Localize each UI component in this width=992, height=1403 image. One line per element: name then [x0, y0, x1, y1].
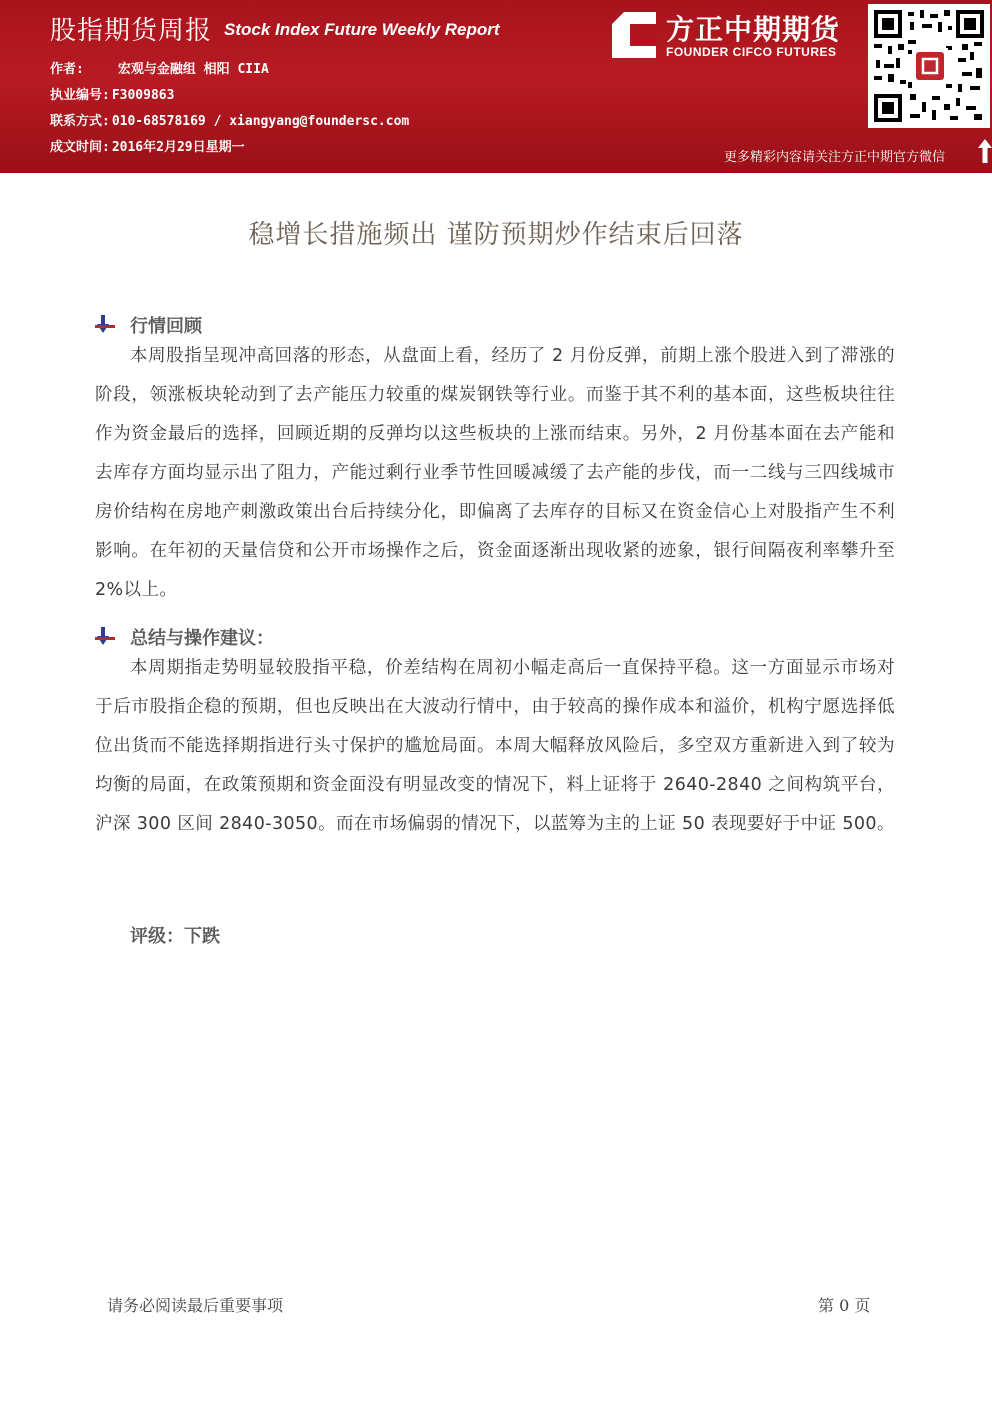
- rating-label: 评级：下跌: [130, 926, 220, 947]
- section-bullet-icon: [95, 627, 115, 645]
- logo-mark-icon: [610, 10, 658, 60]
- meta-author: [50, 58, 269, 78]
- meta-license: [50, 84, 174, 104]
- meta-label: 作者:: [50, 62, 84, 77]
- report-header-banner: [0, 0, 992, 173]
- arrow-up-icon: [978, 139, 992, 163]
- section-body-summary: 本周期指走势明显较股指平稳，价差结构在周初小幅走高后一直保持平稳。这一方面显示市场对于后市股指企稳的预期，但也反映出在大波动行情中，由于较高的操作成本和溢价，机构宁愿选择低位出货而不能选择期指进行头寸保护的尴尬局面。本周大幅释放风险后，多空双方重新进入到了较为均衡的局面，在政策预期和资金面没有明显改变的情况下，料上证将于 2640-2840 之间构筑平台，沪深 300 区间 2840-3050。而在市场偏弱的情况下，以蓝筹为主的上证 50 表现要好于中证 500。: [95, 658, 895, 834]
- meta-label: 联系方式:: [50, 114, 110, 129]
- report-title: 股指期货周报: [50, 16, 213, 46]
- meta-contact: [50, 110, 409, 130]
- meta-label: 成文时间:: [50, 140, 110, 155]
- meta-label: 执业编号:: [50, 88, 110, 103]
- section-body-market-review: 本周股指呈现冲高回落的形态，从盘面上看，经历了 2 月份反弹，前期上涨个股进入到了滞涨的阶段，领涨板块轮动到了去产能压力较重的煤炭钢铁等行业。而鉴于其不利的基本面，这些板块往往作为资金最后的选择，回顾近期的反弹均以这些板块的上涨而结束。另外，2 月份基本面在去产能和去库存方面均显示出了阻力，产能过剩行业季节性回暖减缓了去产能的步伐，而一二线与三四线城市房价结构在房地产刺激政策出台后持续分化，即偏离了去库存的目标又在资金信心上对股指产生不利影响。在年初的天量信贷和公开市场操作之后，资金面逐渐出现收紧的迹象，银行间隔夜利率攀升至 2%以上。: [95, 346, 895, 600]
- report-subtitle: Stock Index Future Weekly Report: [224, 20, 500, 39]
- qr-code-icon: [874, 10, 984, 122]
- meta-value: 宏观与金融组 相阳 CIIA: [117, 62, 269, 77]
- wechat-follow-text: 更多精彩内容请关注方正中期官方微信: [724, 150, 946, 165]
- meta-value: F3009863: [111, 88, 175, 103]
- page-number: 第 0 页: [818, 1296, 871, 1315]
- logo-chinese-name: 方正中期期货: [666, 13, 841, 46]
- logo-english-name: FOUNDER CIFCO FUTURES: [666, 45, 837, 59]
- report-headline: 稳增长措施频出 谨防预期炒作结束后回落: [248, 220, 744, 250]
- meta-value: 010-68578169 / xiangyang@foundersc.com: [111, 114, 410, 129]
- company-logo: [610, 8, 860, 62]
- section-heading-text: 行情回顾: [130, 316, 202, 337]
- wechat-qr-code: [868, 4, 990, 128]
- section-heading-text: 总结与操作建议：: [130, 628, 274, 649]
- section-bullet-icon: [95, 315, 115, 333]
- meta-value: 2016年2月29日星期一: [111, 140, 245, 155]
- footer-notice: 请务必阅读最后重要事项: [107, 1296, 284, 1315]
- meta-date: [50, 136, 245, 156]
